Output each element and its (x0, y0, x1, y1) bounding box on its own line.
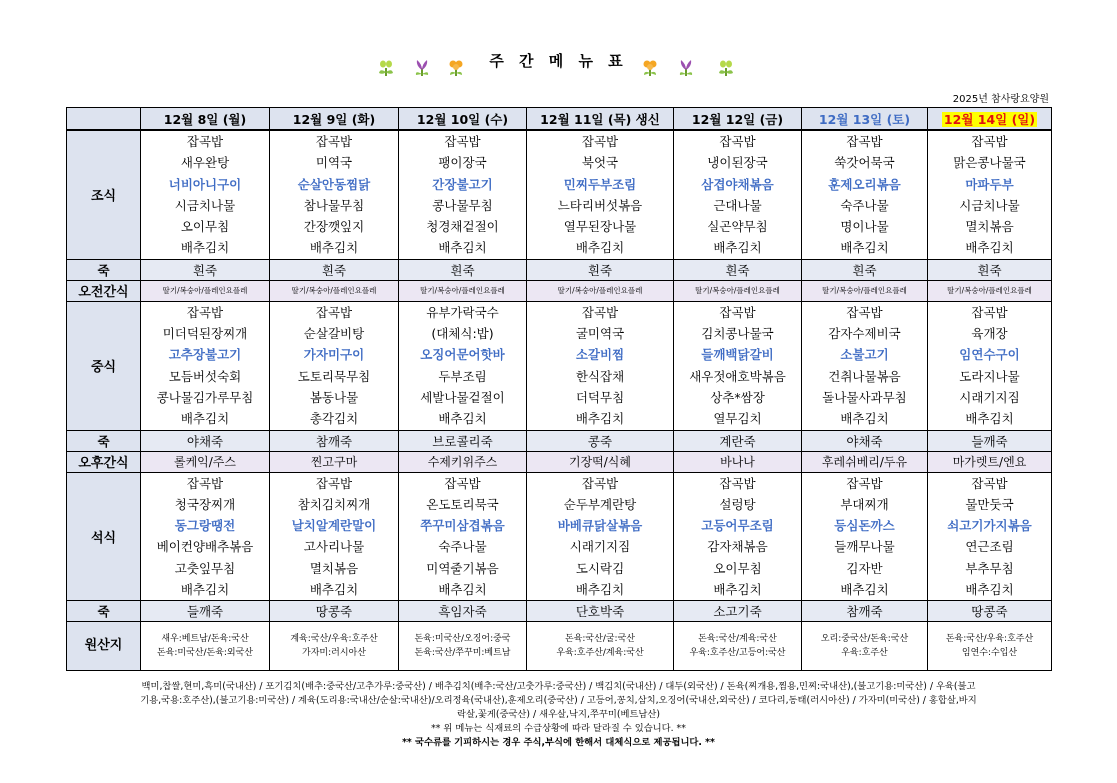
corner-cell (67, 108, 141, 131)
origin-line: 돈육:미국산/오징어:중국 (414, 634, 511, 645)
origin-line: 우육:호주산/고등어:국산 (689, 648, 786, 659)
lunch-row (67, 301, 1052, 430)
dish-item: 고등어무조림 (701, 518, 774, 534)
am-snack-cell: 딸기/복숭아/플레인요플레 (928, 280, 1052, 301)
origin-cell (674, 622, 802, 671)
dish-item: 배추김치 (438, 582, 487, 598)
dish-item: 멸치볶음 (309, 560, 359, 576)
dish-item: 시금치나물 (174, 197, 236, 213)
dinner-cell (141, 472, 270, 601)
origin-row (67, 622, 1052, 671)
origin-line: 계육:국산/우육:호주산 (290, 634, 378, 645)
porridge-cell: 흰죽 (802, 259, 928, 280)
dish-item: 배추김치 (180, 582, 230, 598)
dish-item: 고추장불고기 (168, 347, 242, 363)
dish-item: 물만둣국 (965, 496, 1014, 512)
origin-note-line: 백미,찹쌀,현미,흑미(국내산) / 포기김치(배추:중국산/고추가루:중국산) / 배추김치(배추:국산/고춧가루:중국산) / 백김치(국내산) / 대두(외국산) / 돈육(찌개용,찜용,민찌:국내산),(불고기용:미국산) / 우육(불고 (141, 681, 976, 692)
dish-item: 시래기지짐 (569, 539, 631, 555)
dish-item: 쑥갓어묵국 (834, 155, 895, 171)
dish-item: 새우완탕 (180, 155, 230, 171)
dish-item: 청국장찌개 (174, 496, 236, 512)
dish-item: 잡곡밥 (719, 134, 756, 149)
porridge-cell: 흰죽 (527, 259, 674, 280)
breakfast-cell (527, 130, 674, 259)
porridge-cell: 브로콜리죽 (399, 430, 527, 451)
porridge-cell: 흰죽 (270, 259, 399, 280)
breakfast-cell (270, 130, 399, 259)
dish-item: 잡곡밥 (444, 475, 481, 491)
porridge-cell: 들깨죽 (928, 430, 1052, 451)
row-label-porridge: 죽 (67, 601, 141, 622)
dish-item: 도토리묵무침 (297, 368, 371, 384)
dish-item: 들깨백닭갈비 (701, 347, 774, 363)
origin-line: 돈육:국산/우육:호주산 (945, 634, 1034, 645)
origin-line: 오리:중국산/돈육:국산 (820, 634, 909, 645)
porridge-cell: 참깨죽 (270, 430, 399, 451)
supply-notice: ** 위 메뉴는 식재료의 수급상황에 따라 달라질 수 있습니다. ** (431, 723, 686, 734)
porridge-cell: 계란죽 (674, 430, 802, 451)
dish-item: 잡곡밥 (971, 475, 1008, 491)
dish-item: 오징어문어핫바 (420, 347, 505, 363)
dish-item: 두부조림 (438, 368, 487, 384)
dish-item: 감자수제비국 (828, 326, 901, 342)
lunch-cell (270, 301, 399, 430)
dish-item: 고사리나물 (303, 539, 365, 555)
footnotes (60, 680, 1057, 750)
pm-snack-cell: 후레쉬베리/두유 (802, 451, 928, 472)
dish-item: 실곤약무침 (707, 219, 768, 235)
dish-item: 온도토리묵국 (426, 496, 499, 512)
dinner-cell (674, 472, 802, 601)
pm-snack-cell: 바나나 (674, 451, 802, 472)
breakfast-cell (141, 130, 270, 259)
row-label-breakfast: 조식 (67, 130, 141, 259)
lunch-cell (399, 301, 527, 430)
dish-item: 한식잡채 (575, 368, 625, 384)
dish-item: 배추김치 (438, 240, 487, 256)
dish-item: 마파두부 (965, 176, 1014, 192)
origin-note-line: 기용,국용:호주산),(불고기용:미국산) / 계육(도리용:국내산/순살:국내산)/오리정육(국내산),훈제오리(중국산) / 고등어,꽁치,삼치,오징어(국내산,외국산) / 코다리,동태(러시아산) / 가자미(미국산) / 홍합살,바지 (140, 695, 977, 706)
dish-item: 배추김치 (180, 240, 230, 256)
dish-item: 간장불고기 (432, 176, 493, 192)
porridge-cell: 흰죽 (399, 259, 527, 280)
row-label-lunch: 중식 (67, 301, 141, 430)
porridge-cell: 흑임자죽 (399, 601, 527, 622)
lunch-cell (141, 301, 270, 430)
origin-cell (270, 622, 399, 671)
porridge-cell: 땅콩죽 (928, 601, 1052, 622)
dish-item: 잡곡밥 (581, 304, 619, 320)
lunch-cell (928, 301, 1052, 430)
am-snack-cell: 딸기/복숭아/플레인요플레 (674, 280, 802, 301)
dish-item: 감자채볶음 (707, 539, 768, 555)
origin-line: 돈육:미국산/돈육:외국산 (156, 648, 254, 659)
origin-line: 임연수:수입산 (961, 648, 1018, 659)
row-label-pm-snack: 오후간식 (67, 451, 141, 472)
porridge-cell: 참깨죽 (802, 601, 928, 622)
dish-item: 동그랑땡전 (174, 518, 236, 534)
origin-line: 우육:호주산/계육:국산 (556, 648, 644, 659)
day-header: 12월 8일 (월) (141, 108, 270, 131)
dish-item: 도시락김 (575, 560, 625, 576)
dish-item: 새우젓애호박볶음 (689, 368, 786, 384)
dish-item: 잡곡밥 (846, 134, 883, 149)
dish-item: 잡곡밥 (186, 475, 224, 491)
dish-item: 느타리버섯볶음 (557, 197, 643, 213)
dish-item: 잡곡밥 (971, 304, 1008, 320)
dish-item: 세발나물겉절이 (420, 389, 505, 405)
breakfast-row (67, 130, 1052, 259)
dish-item: 참나물무침 (303, 197, 365, 213)
dish-item: 너비아니구이 (168, 176, 242, 192)
dish-item: 잡곡밥 (846, 304, 883, 320)
dish-item: 팽이장국 (438, 155, 487, 171)
dish-item: 더덕무침 (575, 389, 625, 405)
dish-item: 부추무침 (965, 560, 1014, 576)
dish-item: 잡곡밥 (846, 475, 883, 491)
dinner-row (67, 472, 1052, 601)
origin-note-line: 락살,꽃게(중국산) / 새우살,낙지,쭈꾸미(베트남산) (456, 709, 661, 720)
am-snack-cell: 딸기/복숭아/플레인요플레 (802, 280, 928, 301)
dish-item: 잡곡밥 (315, 134, 353, 149)
dish-item: 쭈꾸미삼겹볶음 (420, 518, 505, 534)
pm-snack-cell: 롤케익/주스 (141, 451, 270, 472)
dish-item: 쇠고기가지볶음 (947, 518, 1032, 534)
dish-item: 연근조림 (965, 539, 1014, 555)
dish-item: 들깨무나물 (834, 539, 895, 555)
dish-item: 명이나물 (840, 219, 889, 235)
dish-item: 소갈비찜 (575, 347, 625, 363)
dish-item: 배추김치 (309, 582, 359, 598)
dish-item: 가자미구이 (303, 347, 365, 363)
dish-item: 삼겹야채볶음 (701, 176, 774, 192)
origin-cell (527, 622, 674, 671)
pm-snack-cell: 기장떡/식혜 (527, 451, 674, 472)
dish-item: 열무된장나물 (563, 219, 637, 235)
porridge-cell: 단호박죽 (527, 601, 674, 622)
dish-item: 잡곡밥 (971, 134, 1008, 149)
weekly-menu-table (66, 107, 1052, 671)
row-label-dinner: 석식 (67, 472, 141, 601)
dish-item: 배추김치 (575, 240, 625, 256)
am-snack-cell: 딸기/복숭아/플레인요플레 (399, 280, 527, 301)
dish-item: 열무김치 (713, 411, 762, 427)
dish-item: 김치콩나물국 (701, 326, 774, 342)
dish-item: 콩나물김가루무침 (156, 389, 254, 405)
breakfast-cell (674, 130, 802, 259)
dish-item: 배추김치 (309, 240, 359, 256)
porridge-cell: 콩죽 (527, 430, 674, 451)
dish-item: 청경채겉절이 (426, 219, 499, 235)
porridge-cell: 소고기죽 (674, 601, 802, 622)
breakfast-cell (802, 130, 928, 259)
dish-item: 잡곡밥 (186, 134, 224, 149)
dish-item: 미더덕된장찌개 (162, 326, 248, 342)
dish-item: 배추김치 (575, 411, 625, 427)
dish-item: 냉이된장국 (707, 155, 768, 171)
dish-item: 배추김치 (713, 240, 762, 256)
dish-item: 미역줄기볶음 (426, 560, 499, 576)
dish-item: 멸치볶음 (965, 219, 1014, 235)
dish-item: 배추김치 (438, 411, 487, 427)
organization-label: 2025년 참사랑요양원 (952, 94, 1049, 105)
dish-item: 베이컨양배추볶음 (156, 539, 254, 555)
origin-line: 우육:호주산 (841, 648, 888, 659)
dish-item: 잡곡밥 (719, 475, 756, 491)
row-label-porridge: 죽 (67, 259, 141, 280)
dish-item: 맑은콩나물국 (953, 155, 1026, 171)
dish-item: 시래기지짐 (959, 389, 1020, 405)
dish-item: 바베큐닭살볶음 (557, 518, 643, 534)
porridge-cell: 땅콩죽 (270, 601, 399, 622)
am-snack-cell: 딸기/복숭아/플레인요플레 (527, 280, 674, 301)
pm-snack-row (67, 451, 1052, 472)
row-label-origin: 원산지 (67, 622, 141, 671)
lunch-cell (527, 301, 674, 430)
dish-item: 육개장 (971, 326, 1008, 342)
porridge-cell: 흰죽 (674, 259, 802, 280)
dish-item: 미역국 (315, 155, 353, 171)
dish-item: 고춧잎무침 (174, 560, 236, 576)
dish-item: 상추*쌈장 (710, 389, 765, 405)
dish-item: 잡곡밥 (186, 304, 224, 320)
dish-item: 순살안동찜닭 (297, 176, 371, 192)
dish-item: 시금치나물 (959, 197, 1020, 213)
dish-item: 임연수구이 (959, 347, 1020, 363)
dish-item: 잡곡밥 (315, 304, 353, 320)
dish-item: 모듬버섯숙회 (168, 368, 242, 384)
flower-icon (676, 58, 696, 78)
porridge-cell: 흰죽 (141, 259, 270, 280)
dish-item: 잡곡밥 (315, 475, 353, 491)
origin-cell (141, 622, 270, 671)
pm-snack-cell: 찐고구마 (270, 451, 399, 472)
day-header-row (67, 108, 1052, 131)
day-header-sunday (928, 108, 1052, 131)
origin-line: 가자미:러시아산 (302, 648, 366, 659)
dish-item: 돌나물사과무침 (822, 389, 907, 405)
breakfast-porridge-row (67, 259, 1052, 280)
dish-item: 잡곡밥 (444, 134, 481, 149)
dish-item: 콩나물무침 (432, 197, 493, 213)
header (0, 48, 1117, 84)
dish-item: 배추김치 (180, 411, 230, 427)
lunch-cell (802, 301, 928, 430)
dinner-cell (270, 472, 399, 601)
row-label-porridge: 죽 (67, 430, 141, 451)
sunday-label: 12월 14일 (일) (943, 111, 1036, 127)
dish-item: 잡곡밥 (581, 475, 619, 491)
dish-item: 순두부계란탕 (563, 496, 637, 512)
dish-item: 숙주나물 (840, 197, 889, 213)
dinner-cell (399, 472, 527, 601)
dish-item: 숙주나물 (438, 539, 487, 555)
dish-item: 민찌두부조림 (563, 176, 637, 192)
dish-item: 근대나물 (713, 197, 762, 213)
dinner-cell (527, 472, 674, 601)
dish-item: 간장깻잎지 (303, 219, 365, 235)
day-header: 12월 9일 (화) (270, 108, 399, 131)
day-header: 12월 12일 (금) (674, 108, 802, 131)
origin-line: 돈육:국산/쭈꾸미:베트남 (414, 648, 511, 659)
dish-item: (대체식:밥) (431, 326, 494, 342)
origin-cell (928, 622, 1052, 671)
porridge-cell: 야채죽 (141, 430, 270, 451)
origin-line: 새우:베트남/돈육:국산 (161, 634, 249, 645)
dinner-cell (802, 472, 928, 601)
pm-snack-cell: 수제키위주스 (399, 451, 527, 472)
dish-item: 부대찌개 (840, 496, 889, 512)
dish-item: 배추김치 (840, 240, 889, 256)
dish-item: 유부가락국수 (426, 304, 499, 320)
origin-line: 돈육:국산/계육:국산 (698, 634, 777, 645)
dinner-porridge-row (67, 601, 1052, 622)
dish-item: 등심돈까스 (834, 518, 895, 534)
flower-icon (640, 58, 660, 78)
pm-snack-cell: 마가렛트/엔요 (928, 451, 1052, 472)
am-snack-cell: 딸기/복숭아/플레인요플레 (141, 280, 270, 301)
dish-item: 참치김치찌개 (297, 496, 371, 512)
origin-line: 돈육:국산/굴:국산 (565, 634, 635, 645)
dish-item: 배추김치 (840, 411, 889, 427)
dish-item: 잡곡밥 (719, 304, 756, 320)
dish-item: 훈제오리볶음 (828, 176, 901, 192)
dish-item: 배추김치 (840, 582, 889, 598)
dish-item: 오이무침 (713, 560, 762, 576)
flower-icon (716, 58, 736, 78)
am-snack-cell: 딸기/복숭아/플레인요플레 (270, 280, 399, 301)
dish-item: 도라지나물 (959, 368, 1020, 384)
row-label-am-snack: 오전간식 (67, 280, 141, 301)
dish-item: 잡곡밥 (581, 134, 619, 149)
dish-item: 설렁탕 (719, 496, 756, 512)
dish-item: 북엇국 (581, 155, 619, 171)
origin-cell (399, 622, 527, 671)
lunch-cell (674, 301, 802, 430)
origin-cell (802, 622, 928, 671)
breakfast-cell (928, 130, 1052, 259)
porridge-cell: 흰죽 (928, 259, 1052, 280)
dish-item: 건취나물볶음 (828, 368, 901, 384)
page-title: 주 간 메 뉴 표 (489, 52, 628, 70)
dish-item: 굴미역국 (575, 326, 625, 342)
dish-item: 봄동나물 (309, 389, 359, 405)
day-header: 12월 10일 (수) (399, 108, 527, 131)
day-header: 12월 11일 (목) 생신 (527, 108, 674, 131)
dish-item: 총각김치 (309, 411, 359, 427)
dish-item: 배추김치 (575, 582, 625, 598)
porridge-cell: 들깨죽 (141, 601, 270, 622)
porridge-cell: 야채죽 (802, 430, 928, 451)
dinner-cell (928, 472, 1052, 601)
dish-item: 배추김치 (965, 411, 1014, 427)
dish-item: 배추김치 (965, 240, 1014, 256)
dish-item: 순살갈비탕 (303, 326, 365, 342)
dish-item: 배추김치 (965, 582, 1014, 598)
breakfast-cell (399, 130, 527, 259)
dish-item: 소불고기 (840, 347, 889, 363)
dish-item: 김자반 (846, 560, 883, 576)
am-snack-row (67, 280, 1052, 301)
lunch-porridge-row (67, 430, 1052, 451)
dish-item: 날치알계란말이 (291, 518, 377, 534)
noodle-substitute-notice: ** 국수류를 기피하시는 경우 주식,부식에 한해서 대체식으로 제공됩니다. ** (402, 737, 715, 748)
day-header-saturday: 12월 13일 (토) (802, 108, 928, 131)
dish-item: 오이무침 (180, 219, 230, 235)
dish-item: 배추김치 (713, 582, 762, 598)
